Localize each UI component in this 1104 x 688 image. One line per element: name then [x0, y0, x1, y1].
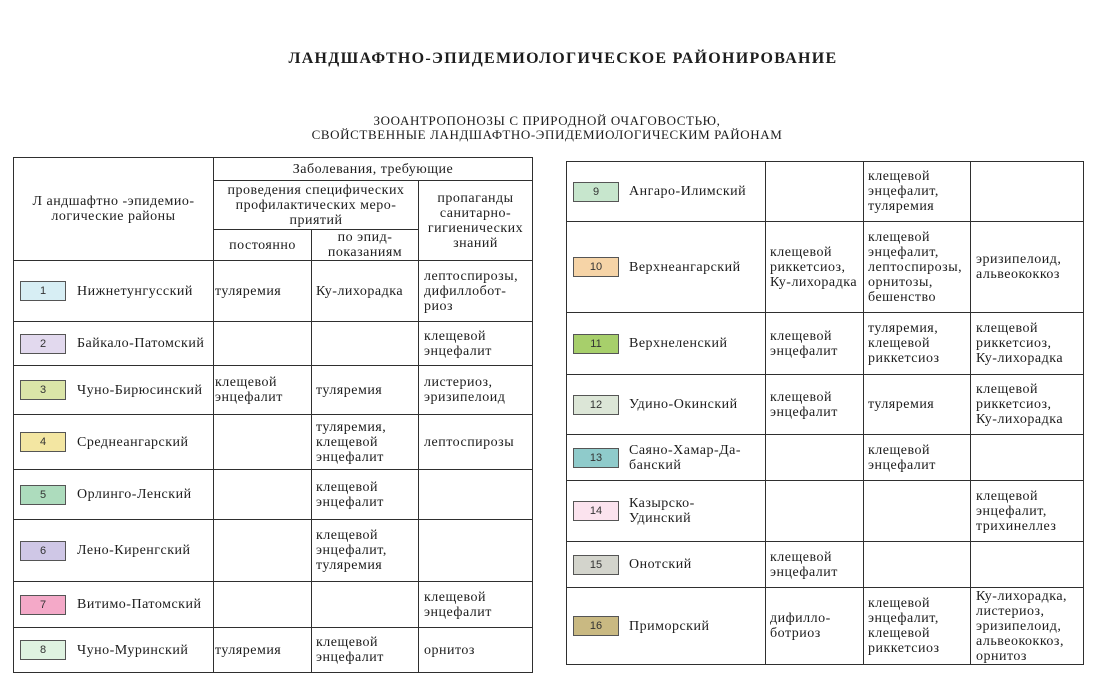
permanent-cell: клещевой риккетсиоз, Ку-лихорадка: [766, 222, 864, 313]
region-name: Приморский: [629, 618, 710, 634]
region-cell: [567, 435, 766, 481]
header-propaganda: пропаганды санитарно- гигиенических знаний: [419, 181, 533, 261]
table-subtitle: [247, 114, 847, 142]
page-title: ЛАНДШАФТНО-ЭПИДЕМИОЛОГИЧЕСКОЕ РАЙОНИРОВАНИЕ: [288, 50, 838, 67]
permanent-cell: туляремия: [214, 628, 312, 673]
region-number: 6: [39, 544, 47, 557]
epidemic-cell: клещевой энцефалит: [312, 470, 419, 520]
region-cell: [567, 313, 766, 375]
epidemic-cell: клещевой энцефалит: [312, 628, 419, 673]
permanent-cell: [214, 322, 312, 366]
propaganda-cell: Ку-лихорадка, листериоз, эризипелоид, альвеококкоз, орнитоз: [971, 588, 1084, 665]
permanent-cell: [214, 582, 312, 628]
header-regions: Л андшафтно -эпидемио- логические районы: [14, 158, 214, 261]
epidemic-cell: [312, 582, 419, 628]
region-cell: [14, 322, 214, 366]
region-cell: [14, 628, 214, 673]
region-name: Удино-Окинский: [629, 397, 738, 412]
epidemic-cell: [864, 481, 971, 542]
region-number: 8: [39, 644, 47, 656]
region-swatch: [20, 334, 66, 354]
permanent-cell: клещевой энцефалит: [766, 542, 864, 588]
region-swatch: [20, 380, 66, 400]
propaganda-cell: клещевой энцефалит: [419, 582, 533, 628]
header-permanent: постоянно: [214, 230, 312, 261]
left-legend-table: [13, 157, 533, 673]
region-cell: [567, 162, 766, 222]
propaganda-cell: [419, 470, 533, 520]
region-swatch: [20, 485, 66, 505]
region-row: [14, 415, 533, 470]
region-row: [567, 222, 1084, 313]
region-number: 3: [39, 384, 47, 396]
epidemic-cell: [864, 542, 971, 588]
region-name: Байкало-Патомский: [77, 336, 205, 351]
permanent-cell: [214, 415, 312, 470]
region-row: [567, 313, 1084, 375]
permanent-cell: клещевой энцефалит: [214, 366, 312, 415]
region-swatch: [20, 640, 66, 660]
region-number: 13: [589, 451, 603, 464]
epidemic-cell: Ку-лихорадка: [312, 261, 419, 322]
region-name: Среднеангарский: [77, 434, 189, 450]
region-number: 5: [39, 488, 47, 501]
header-row-1: [14, 158, 533, 181]
epidemic-cell: туляремия: [312, 366, 419, 415]
permanent-cell: [766, 435, 864, 481]
propaganda-cell: орнитоз: [419, 628, 533, 673]
region-cell: [14, 366, 214, 415]
region-row: [14, 366, 533, 415]
region-name: Казырско- Удинский: [629, 496, 695, 526]
propaganda-cell: [971, 542, 1084, 588]
region-name: Верхнеангарский: [629, 259, 741, 275]
propaganda-cell: клещевой риккетсиоз, Ку-лихорадка: [971, 313, 1084, 375]
region-number: 4: [39, 436, 47, 448]
region-swatch: [573, 448, 619, 468]
region-number: 11: [590, 337, 602, 350]
region-row: [14, 582, 533, 628]
permanent-cell: клещевой энцефалит: [766, 313, 864, 375]
epidemic-cell: [312, 322, 419, 366]
region-swatch: [573, 501, 619, 521]
region-name: Витимо-Патомский: [77, 597, 202, 612]
propaganda-cell: [971, 435, 1084, 481]
region-name: Ангаро-Илимский: [629, 184, 747, 199]
region-cell: [14, 582, 214, 628]
header-diseases: Заболевания, требующие: [214, 158, 533, 181]
epidemic-cell: клещевой энцефалит: [864, 435, 971, 481]
propaganda-cell: эризипелоид, альвеококкоз: [971, 222, 1084, 313]
permanent-cell: дифилло- ботриоз: [766, 588, 864, 665]
permanent-cell: [766, 162, 864, 222]
subtitle-line-1: ЗООАНТРОПОНОЗЫ С ПРИРОДНОЙ ОЧАГОВОСТЬЮ,: [373, 113, 721, 128]
permanent-cell: туляремия: [214, 261, 312, 322]
region-swatch: [20, 432, 66, 452]
region-number: 14: [589, 505, 603, 517]
region-row: [567, 588, 1084, 665]
region-name: Чуно-Бирюсинский: [77, 382, 203, 398]
region-number: 16: [589, 620, 603, 632]
region-name: Нижнетунгусский: [77, 283, 193, 299]
region-row: [567, 375, 1084, 435]
region-row: [567, 162, 1084, 222]
region-number: 2: [39, 337, 47, 350]
region-row: [14, 261, 533, 322]
region-swatch: [573, 616, 619, 636]
region-name: Саяно-Хамар-Да- банский: [629, 442, 742, 473]
region-cell: [567, 588, 766, 665]
region-cell: [14, 261, 214, 322]
propaganda-cell: [971, 162, 1084, 222]
region-cell: [14, 470, 214, 520]
region-cell: [567, 375, 766, 435]
region-number: 12: [589, 398, 603, 411]
epidemic-cell: туляремия, клещевой риккетсиоз: [864, 313, 971, 375]
region-row: [14, 322, 533, 366]
epidemic-cell: клещевой энцефалит, клещевой риккетсиоз: [864, 588, 971, 665]
region-cell: [14, 415, 214, 470]
header-prophylaxis: проведения специфических профилактических меро- приятий: [214, 181, 419, 230]
region-row: [14, 628, 533, 673]
propaganda-cell: клещевой энцефалит: [419, 322, 533, 366]
region-row: [567, 435, 1084, 481]
region-cell: [567, 222, 766, 313]
region-name: Лено-Киренгский: [77, 543, 191, 558]
header-epidemic: по эпид- показаниям: [312, 230, 419, 261]
epidemic-cell: клещевой энцефалит, туляремия: [864, 162, 971, 222]
region-row: [14, 520, 533, 582]
propaganda-cell: клещевой риккетсиоз, Ку-лихорадка: [971, 375, 1084, 435]
region-row: [14, 470, 533, 520]
permanent-cell: клещевой энцефалит: [766, 375, 864, 435]
propaganda-cell: клещевой энцефалит, трихинеллез: [971, 481, 1084, 542]
region-number: 10: [589, 261, 603, 273]
region-cell: [14, 520, 214, 582]
propaganda-cell: листериоз, эризипелоид: [419, 366, 533, 415]
permanent-cell: [766, 481, 864, 542]
region-swatch: [573, 395, 619, 415]
region-name: Чуно-Муринский: [77, 642, 189, 658]
region-swatch: [20, 595, 66, 615]
epidemic-cell: туляремия: [864, 375, 971, 435]
region-row: [567, 542, 1084, 588]
region-cell: [567, 481, 766, 542]
region-number: 9: [592, 185, 600, 198]
region-swatch: [573, 182, 619, 202]
region-row: [567, 481, 1084, 542]
right-legend-table: [566, 161, 1084, 665]
region-swatch: [573, 555, 619, 575]
region-swatch: [573, 334, 619, 354]
region-swatch: [20, 541, 66, 561]
region-cell: [567, 542, 766, 588]
epidemic-cell: туляремия, клещевой энцефалит: [312, 415, 419, 470]
region-swatch: [20, 281, 66, 301]
propaganda-cell: лептоспирозы: [419, 415, 533, 470]
permanent-cell: [214, 470, 312, 520]
propaganda-cell: [419, 520, 533, 582]
region-number: 1: [39, 285, 47, 297]
region-name: Орлинго-Ленский: [77, 487, 192, 502]
region-name: Верхнеленский: [629, 336, 728, 351]
permanent-cell: [214, 520, 312, 582]
region-swatch: [573, 257, 619, 277]
region-name: Онотский: [629, 557, 692, 572]
region-number: 7: [39, 598, 47, 611]
epidemic-cell: клещевой энцефалит, туляремия: [312, 520, 419, 582]
region-number: 15: [589, 558, 603, 571]
subtitle-line-2: СВОЙСТВЕННЫЕ ЛАНДШАФТНО-ЭПИДЕМИОЛОГИЧЕСКИМ РАЙОНАМ: [311, 127, 783, 142]
epidemic-cell: клещевой энцефалит, лептоспирозы, орнитозы, бешенство: [864, 222, 971, 313]
propaganda-cell: лептоспирозы, дифиллобот- риоз: [419, 261, 533, 322]
